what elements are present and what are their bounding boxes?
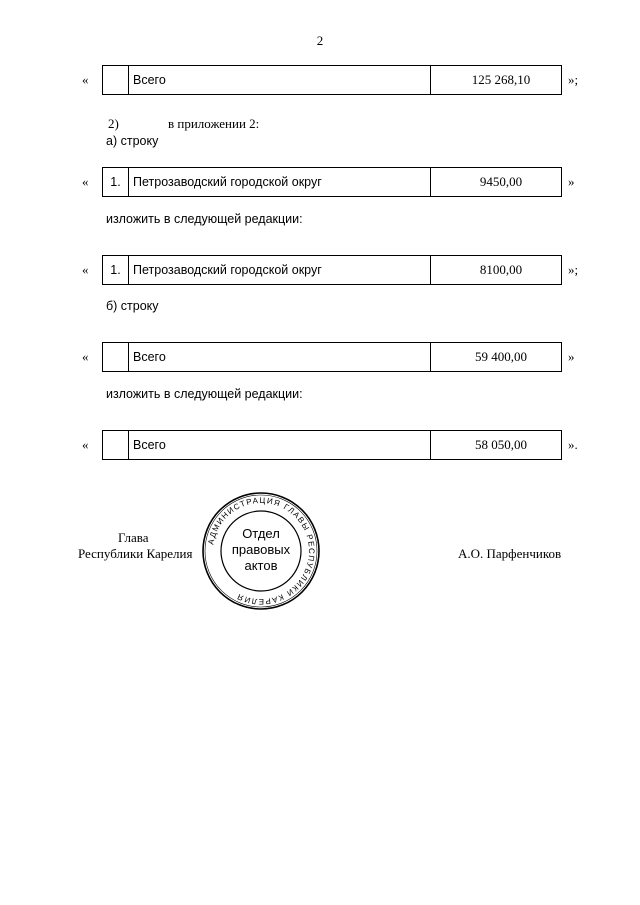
- close-quote: »;: [568, 262, 579, 277]
- row-name: Всего: [129, 431, 431, 459]
- table-row: [102, 65, 562, 95]
- close-quote: »: [568, 349, 575, 364]
- item-2-number: 2): [108, 116, 119, 131]
- signer-name: А.О. Парфенчиков: [458, 546, 562, 561]
- row-name: Всего: [129, 66, 431, 94]
- sub-b-text: б) строку: [106, 299, 159, 313]
- row-value: 8100,00: [479, 262, 523, 277]
- replace-text: изложить в следующей редакции:: [106, 212, 303, 226]
- page-number: 2: [316, 33, 324, 48]
- row-value: 125 268,10: [471, 72, 531, 87]
- row-value: 59 400,00: [475, 349, 527, 364]
- item-2-text: в приложении 2:: [168, 116, 260, 131]
- signer-title-line1: Глава: [118, 530, 149, 545]
- open-quote: «: [82, 262, 89, 277]
- row-number: [103, 66, 129, 94]
- row-number: 1.: [103, 168, 129, 196]
- open-quote: «: [82, 174, 89, 189]
- stamp-line1: Отдел: [242, 526, 280, 541]
- stamp-ring-text: АДМИНИСТРАЦИЯ ГЛАВЫ РЕСПУБЛИКИ КАРЕЛИЯ: [206, 495, 317, 607]
- row-name: Петрозаводский городской округ: [129, 256, 431, 284]
- table-row: [102, 342, 562, 372]
- row-number: 1.: [103, 256, 129, 284]
- row-value: 58 050,00: [475, 437, 527, 452]
- row-name: Петрозаводский городской округ: [129, 168, 431, 196]
- seal-stamp: [200, 490, 322, 612]
- open-quote: «: [82, 349, 89, 364]
- stamp-line2: правовых: [231, 542, 291, 557]
- replace-text: изложить в следующей редакции:: [106, 387, 303, 401]
- table-row: [102, 255, 562, 285]
- row-number: [103, 343, 129, 371]
- stamp-line3: актов: [244, 558, 278, 573]
- signer-title-line2: Республики Карелия: [78, 546, 193, 561]
- sub-a-text: а) строку: [106, 134, 159, 148]
- table-row: [102, 167, 562, 197]
- close-quote: »: [568, 174, 575, 189]
- open-quote: «: [82, 72, 89, 87]
- close-quote: »;: [568, 72, 579, 87]
- row-value: 9450,00: [479, 174, 523, 189]
- close-quote: ».: [568, 437, 578, 452]
- table-row: [102, 430, 562, 460]
- row-number: [103, 431, 129, 459]
- row-name: Всего: [129, 343, 431, 371]
- open-quote: «: [82, 437, 89, 452]
